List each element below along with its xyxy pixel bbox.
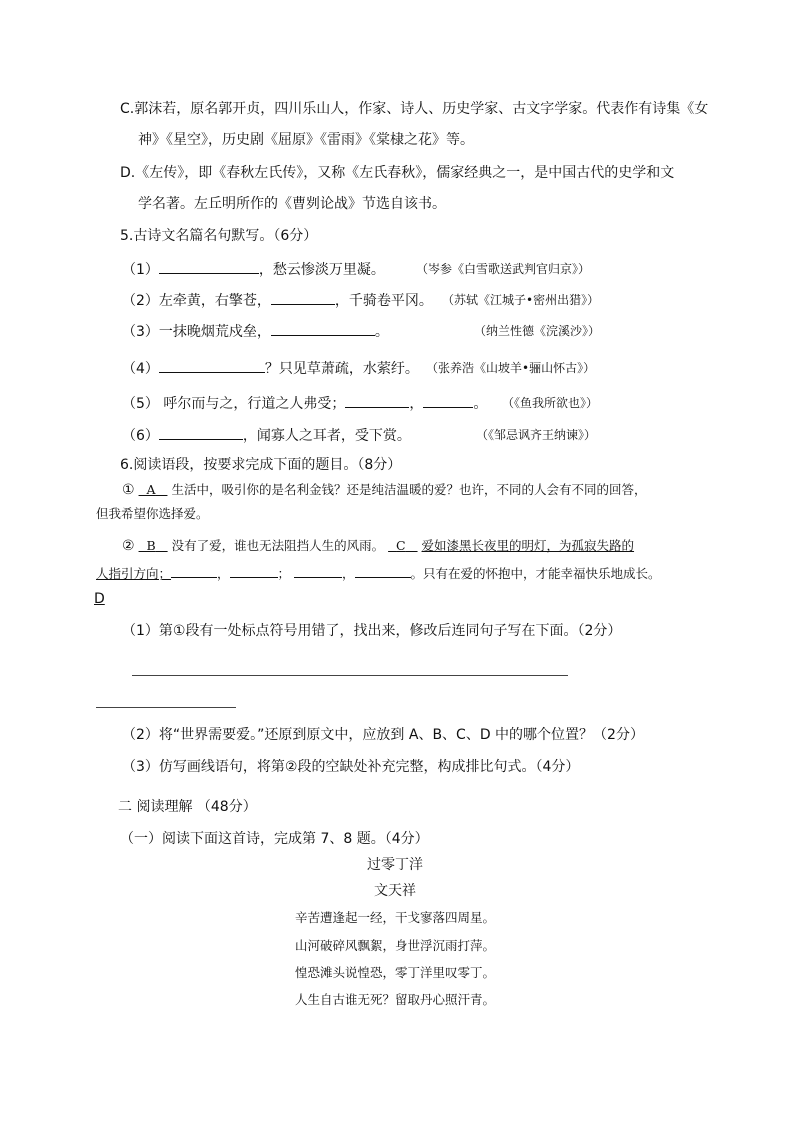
poem-line: 人生自古谁无死？留取丹心照汗青。 [294, 992, 495, 1007]
answer-blank[interactable] [294, 563, 342, 578]
poem-line: 辛苦遭逢起一经，干戈寥落四周星。 [294, 910, 495, 925]
q6-paragraph-1-line2: 但我希望你选择爱。 [96, 506, 209, 521]
answer-blank[interactable] [355, 563, 411, 578]
q5-item-3 [122, 321, 389, 341]
item-number: （1） [122, 262, 159, 278]
answer-blank[interactable] [159, 259, 259, 274]
item-text: ，愁云惨淡万里凝。 [258, 262, 385, 278]
paragraph-text: 生活中，吸引你的是名利金钱？还是纯洁温暖的爱？也许，不同的人会有不同的回答， [171, 482, 647, 497]
item-number: （5） [122, 396, 159, 412]
item-number: （6） [122, 428, 159, 444]
punctuation: ， [342, 566, 355, 581]
poem-line: 山河破碎风飘絮，身世浮沉雨打萍。 [294, 938, 495, 953]
q5-item-5 [122, 393, 487, 413]
q5-item-3-source: （纳兰性德《浣溪沙》） [474, 324, 601, 338]
answer-blank[interactable] [230, 563, 278, 578]
option-c-line1: C.郭沫若，原名郭开贞，四川乐山人，作家、诗人、历史学家、古文字学家。代表作有诗集《女 [120, 101, 709, 117]
poem-line: 惶恐滩头说惶恐，零丁洋里叹零丁。 [294, 965, 495, 980]
q5-item-4-source: （张养浩《山坡羊•骊山怀古》） [426, 361, 596, 375]
item-text: ？只见草萧疏，水萦纡。 [264, 361, 419, 377]
marker-label: A [146, 482, 156, 497]
q5-item-1 [122, 259, 385, 279]
paragraph-text: 。只有在爱的怀抱中，才能幸福快乐地成长。 [410, 566, 661, 581]
answer-blank[interactable] [345, 393, 409, 408]
answer-blank[interactable] [171, 563, 217, 578]
position-marker-d [94, 590, 105, 608]
option-d-line2: 学名著。左丘明所作的《曹刿论战》节选自该书。 [138, 196, 446, 212]
item-text: 呼尔而与之，行道之人弗受； [158, 396, 346, 412]
underlined-sentence: 爱如漆黑长夜里的明灯，为孤寂失路的 [421, 538, 635, 553]
marker-label: D [94, 591, 105, 607]
q6-paragraph-2-line2 [96, 563, 661, 583]
poem-title: 过零丁洋 [367, 857, 423, 873]
option-d-line1: D.《左传》，即《春秋左氏传》，又称《左氏春秋》，儒家经典之一，是中国古代的史学和文 [120, 165, 675, 181]
section-2-part-1: （一）阅读下面这首诗，完成第 7、8 题。（4分） [120, 831, 429, 847]
answer-blank[interactable] [271, 321, 375, 336]
item-text: 。 [374, 324, 389, 340]
item-text: 。 [473, 396, 488, 412]
item-text: 左牵黄，右擎苍， [158, 293, 271, 309]
position-marker-a [139, 482, 168, 497]
item-number: （2） [122, 293, 159, 309]
q5-item-2 [122, 290, 433, 310]
answer-blank[interactable] [423, 393, 473, 408]
q6-sub-1: （1）第①段有一处标点符号用错了，找出来，修改后连同句子写在下面。（2分） [122, 623, 622, 639]
answer-line[interactable] [132, 675, 568, 676]
option-c-line2: 神》《星空》，历史剧《屈原》《雷雨》《棠棣之花》等。 [138, 132, 474, 148]
answer-blank[interactable] [159, 358, 265, 373]
paragraph-number: ① [122, 482, 135, 498]
paragraph-number: ② [122, 538, 135, 554]
item-text: 一抹晚烟荒戍垒， [158, 324, 271, 340]
position-marker-c [388, 538, 417, 553]
item-text: ， [409, 396, 424, 412]
poem-author: 文天祥 [374, 883, 416, 899]
answer-blank[interactable] [159, 425, 243, 440]
paragraph-text: 没有了爱，谁也无法阻挡人生的风雨。 [171, 538, 385, 553]
q5-item-6 [122, 425, 411, 445]
question-6-title: 6.阅读语段，按要求完成下面的题目。（8分） [120, 457, 402, 473]
underlined-sentence: 人指引方向； [96, 566, 172, 581]
answer-blank[interactable] [271, 290, 335, 305]
q6-paragraph-2 [122, 537, 634, 555]
marker-label: B [146, 538, 156, 553]
position-marker-b [139, 538, 168, 553]
q5-item-5-source: （《鱼我所欲也》） [502, 396, 599, 410]
q6-paragraph-1 [122, 481, 646, 499]
item-text: ，千骑卷平冈。 [334, 293, 433, 309]
q6-sub-2: （2）将“世界需要爱。”还原到原文中，应放到 A、B、C、D 中的哪个位置？（2分） [122, 727, 644, 743]
item-text: ，闻寡人之耳者，受下赏。 [242, 428, 411, 444]
q5-item-6-source: （《邹忌讽齐王纳谏》） [476, 428, 597, 442]
item-number: （3） [122, 324, 159, 340]
q5-item-1-source: （岑参《白雪歌送武判官归京》） [416, 262, 591, 276]
marker-label: C [396, 538, 406, 553]
q6-sub-3: （3）仿写画线语句，将第②段的空缺处补充完整，构成排比句式。（4分） [122, 759, 580, 775]
q5-item-4 [122, 358, 419, 378]
punctuation: ； [277, 566, 291, 581]
item-number: （4） [122, 361, 159, 377]
answer-line[interactable] [96, 707, 236, 708]
punctuation: ， [217, 566, 230, 581]
question-5-title: 5.古诗文名篇名句默写。（6分） [120, 228, 318, 244]
section-2-heading: 二 阅读理解 （48分） [118, 799, 257, 815]
q5-item-2-source: （苏轼《江城子•密州出猎》） [442, 293, 600, 307]
